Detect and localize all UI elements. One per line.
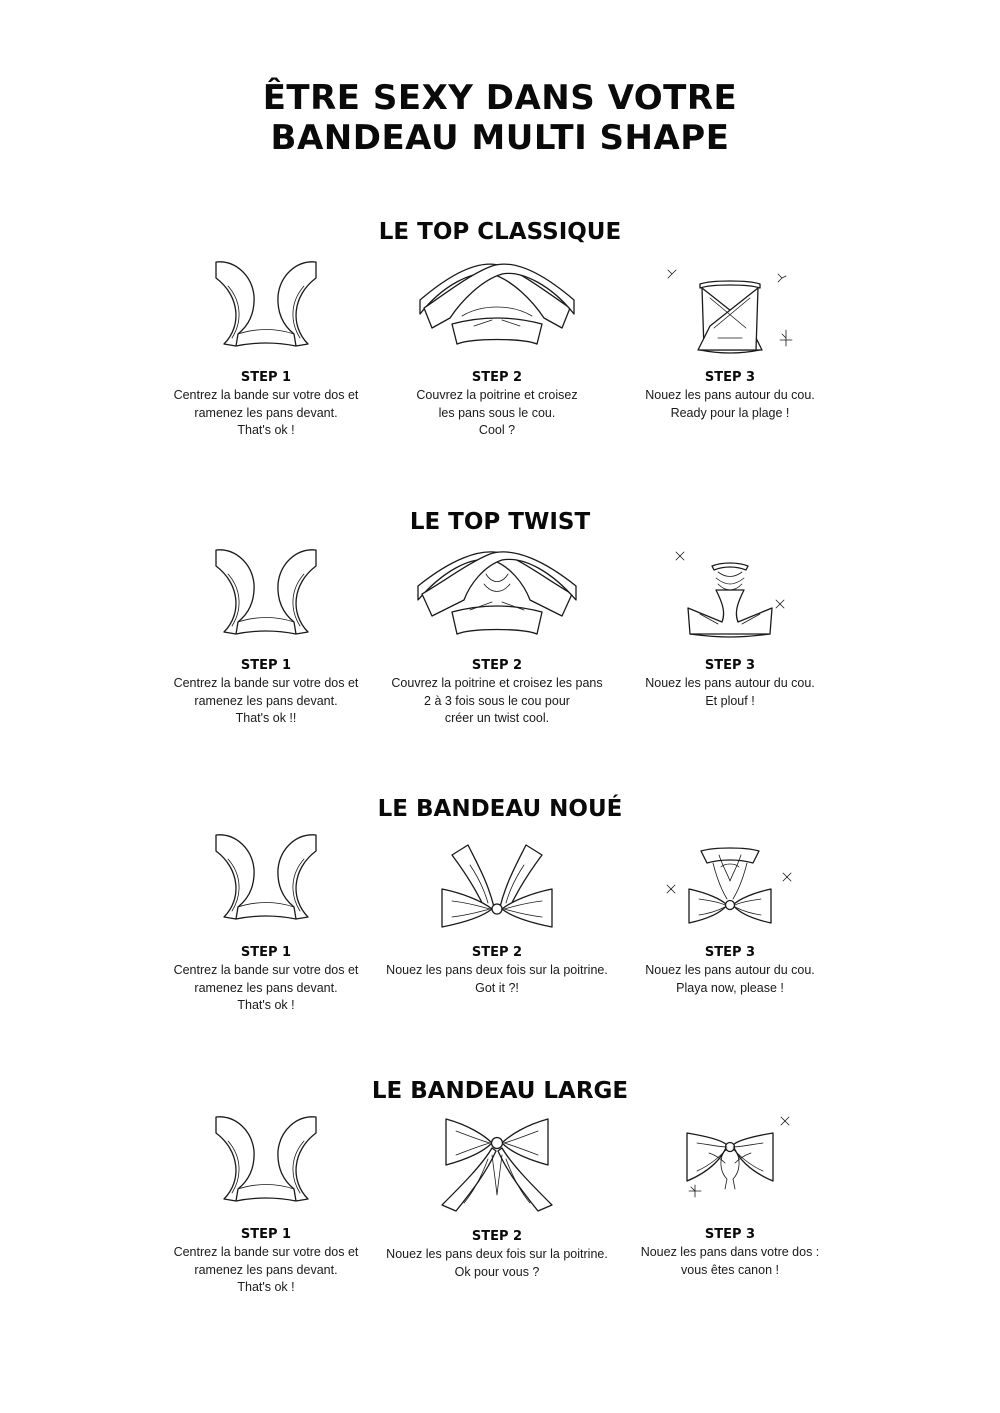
step-label: STEP 1 [240,370,292,385]
back-wrap-illustration [196,256,336,356]
step-description-line: Ok pour vous ? [454,1264,540,1279]
step-description [610,387,850,422]
halter-cross-top-illustration [660,254,800,358]
step-description-line: Cool ? [478,423,516,437]
step-description [377,675,617,728]
step-description-line: Centrez la bande sur votre dos et [173,1245,359,1259]
page-title-line-2: BANDEAU MULTI SHAPE [270,118,730,158]
step-card [377,256,617,437]
step-description-line: That's ok ! [237,998,295,1012]
section-top-twist [0,508,1000,748]
knotted-halter-bandeau-illustration [655,833,805,931]
step-card [610,833,850,995]
step-description-line: Ready pour la plage ! [670,405,790,420]
step-label: STEP 2 [471,658,523,673]
step-description [146,387,386,440]
step-label: STEP 3 [704,945,756,960]
step-card [610,542,850,708]
step-description [146,962,386,1015]
twist-halter-top-illustration [660,542,800,646]
page-title [0,78,1000,158]
step-description-line: Playa now, please ! [676,980,784,995]
step-card [377,1115,617,1279]
back-wrap-illustration [196,829,336,929]
step-card [610,1113,850,1277]
back-wrap-illustration [196,1111,336,1211]
section-title: LE BANDEAU NOUÉ [377,796,623,822]
step-description-line: That's ok ! [237,1280,295,1294]
step-description-line: ramenez les pans devant. [194,693,338,708]
step-description-line: Et plouf ! [705,693,755,708]
step-description-line: Centrez la bande sur votre dos et [173,388,359,402]
step-description-line: Centrez la bande sur votre dos et [173,676,359,690]
step-label: STEP 3 [704,658,756,673]
step-description-line: Couvrez la poitrine et croisez les pans [391,676,603,690]
step-description-line: ramenez les pans devant. [194,1262,338,1277]
step-description-line: Nouez les pans autour du cou. [645,676,815,690]
front-knot-illustration [412,831,582,931]
step-description-line: Got it ?! [475,980,519,995]
step-description-line: Nouez les pans deux fois sur la poitrine. [386,1247,608,1261]
step-description [610,1244,850,1279]
step-description-line: ramenez les pans devant. [194,980,338,995]
step-description [377,387,617,440]
step-card [146,1111,386,1294]
step-description [610,962,850,997]
section-title: LE TOP CLASSIQUE [378,219,622,245]
step-description-line: Centrez la bande sur votre dos et [173,963,359,977]
step-description-line: vous êtes canon ! [681,1262,779,1277]
step-description [146,1244,386,1297]
step-card [146,829,386,1012]
step-description-line: les pans sous le cou. [438,405,556,420]
step-description [377,962,617,997]
bow-knot-illustration [412,1115,582,1215]
step-description-line: Couvrez la poitrine et croisez [416,388,578,402]
step-description-line: 2 à 3 fois sous le cou pour [424,693,570,708]
step-card [377,831,617,995]
step-description-line: ramenez les pans devant. [194,405,338,420]
twist-chest-illustration [412,544,582,644]
step-card [146,544,386,725]
step-label: STEP 3 [704,370,756,385]
section-bandeau-large [0,1077,1000,1317]
step-card [610,254,850,420]
step-label: STEP 1 [240,945,292,960]
step-card [377,544,617,725]
step-label: STEP 2 [471,945,523,960]
step-description-line: Nouez les pans deux fois sur la poitrine. [386,963,608,977]
section-bandeau-noue [0,795,1000,1035]
step-description-line: créer un twist cool. [444,711,550,725]
back-wrap-illustration [196,544,336,644]
step-label: STEP 3 [704,1227,756,1242]
page-title-line-1: ÊTRE SEXY DANS VOTRE [262,78,738,118]
step-description-line: Nouez les pans autour du cou. [645,388,815,402]
wide-bandeau-illustration [655,1113,805,1213]
step-description [610,675,850,710]
step-description-line: Nouez les pans autour du cou. [645,963,815,977]
step-description-line: Nouez les pans dans votre dos : [640,1245,820,1259]
step-label: STEP 2 [471,1229,523,1244]
step-card [146,256,386,437]
cross-chest-illustration [412,256,582,356]
section-top-classique [0,218,1000,458]
step-description-line: That's ok !! [235,711,297,725]
section-title: LE TOP TWIST [409,509,591,535]
step-label: STEP 1 [240,1227,292,1242]
step-description-line: That's ok ! [237,423,295,437]
step-description [377,1246,617,1281]
step-label: STEP 2 [471,370,523,385]
step-label: STEP 1 [240,658,292,673]
section-title: LE BANDEAU LARGE [371,1078,629,1104]
step-description [146,675,386,728]
